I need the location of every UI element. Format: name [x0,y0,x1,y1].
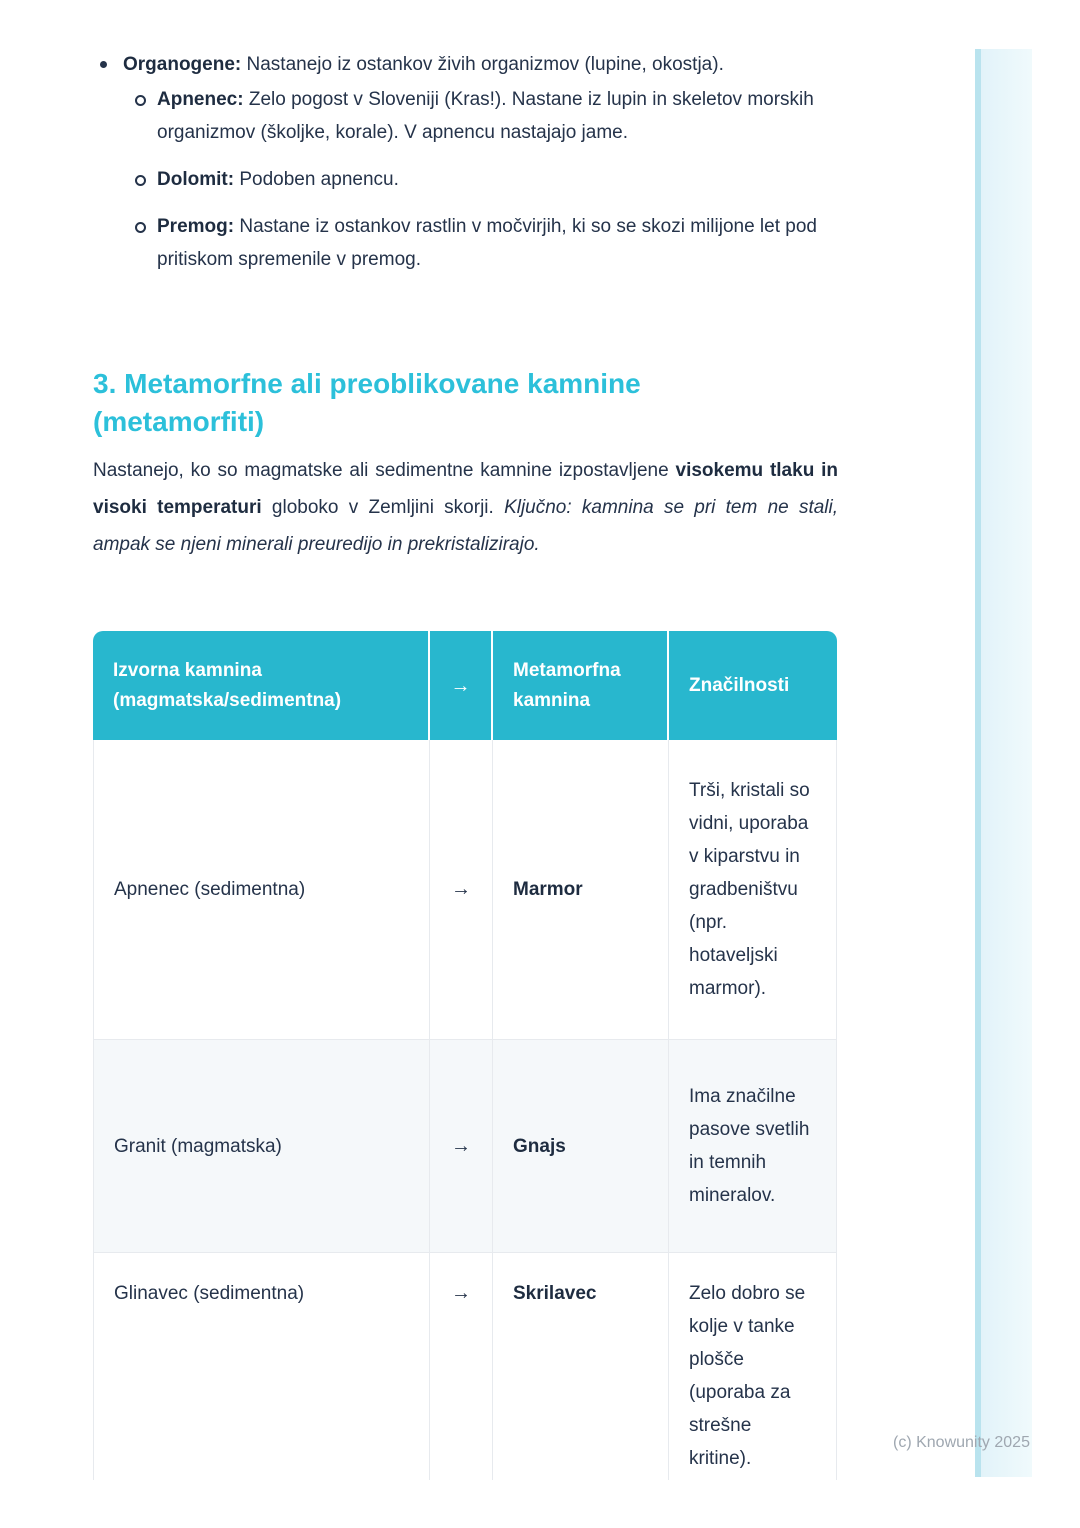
intro-bold-text: visokemu tlaku in visoki temperaturi [93,460,838,518]
circle-marker [135,222,146,233]
list-item-text [157,210,823,276]
definition-organogene: Nastanejo iz ostankov živih organizmov (lupine, okostja). [246,54,724,75]
circle-marker [135,95,146,106]
term-premog: Premog: [157,216,235,237]
section-heading: 3. Metamorfne ali preoblikovane kamnine (metamorfiti) [93,368,641,437]
definition-premog: Nastane iz ostankov rastlin v močvirjih, ki so se skozi milijone let pod pritiskom spremenile v premog. [157,216,817,270]
bullet-marker [100,61,107,68]
arrow-icon: → [430,740,493,1039]
definition-dolomit: Podoben apnencu. [239,169,399,190]
list-item-organogene [93,48,823,81]
cell-source: Granit (magmatska) [94,1040,430,1252]
table-row [93,1253,837,1480]
list-item-apnenec [93,83,823,149]
arrow-icon: → [430,1253,493,1480]
cell-traits: Zelo dobro se kolje v tanke plošče (uporaba za strešne kritine). [689,1283,806,1469]
intro-text: Nastanejo, ko so magmatske ali sedimentne kamnine izpostavljene [93,460,669,481]
bullet-list [93,48,823,276]
metamorphic-rocks-table [93,631,837,1480]
cell-traits: Trši, kristali so vidni, uporaba v kiparstvu in gradbeništvu (npr. hotaveljski marmor). [689,780,810,999]
cell-source: Glinavec (sedimentna) [94,1253,430,1480]
list-item-premog [93,210,823,276]
list-item-text [157,163,399,196]
header-source-rock: Izvorna kamnina (magmatska/sedimentna) [93,631,430,740]
header-traits: Značilnosti [689,674,790,696]
definition-apnenec: Zelo pogost v Sloveniji (Kras!). Nastane iz lupin in skeletov morskih organizmov (školjke, korale). V apnencu nastajajo jame. [157,89,814,143]
cell-result: Marmor [493,740,669,1039]
header-arrow-icon: → [430,631,493,740]
cell-source: Apnenec (sedimentna) [94,740,430,1039]
list-item-dolomit [93,163,823,196]
cell-traits: Ima značilne pasove svetlih in temnih mineralov. [689,1086,810,1206]
cell-result: Skrilavec [493,1253,669,1480]
list-item-text [157,83,823,149]
term-dolomit: Dolomit: [157,169,235,190]
term-organogene: Organogene: [123,54,242,75]
section-intro-paragraph [93,452,838,563]
table-row [93,1040,837,1253]
table-row [93,740,837,1040]
header-metamorphic-rock: Metamorfna kamnina [493,631,669,740]
cell-result: Gnajs [493,1040,669,1252]
arrow-icon: → [430,1040,493,1252]
term-apnenec: Apnenec: [157,89,244,110]
table-header-row [93,631,837,740]
page-edge-decoration [975,49,1032,1477]
list-item-text [123,48,724,81]
copyright-notice: (c) Knowunity 2025 [893,1434,1030,1451]
intro-italic-text: Ključno: kamnina se pri tem ne stali, ampak se njeni minerali preuredijo in prekristalizirajo. [93,497,839,555]
circle-marker [135,175,146,186]
intro-text: globoko v Zemljini skorji. [271,497,494,518]
